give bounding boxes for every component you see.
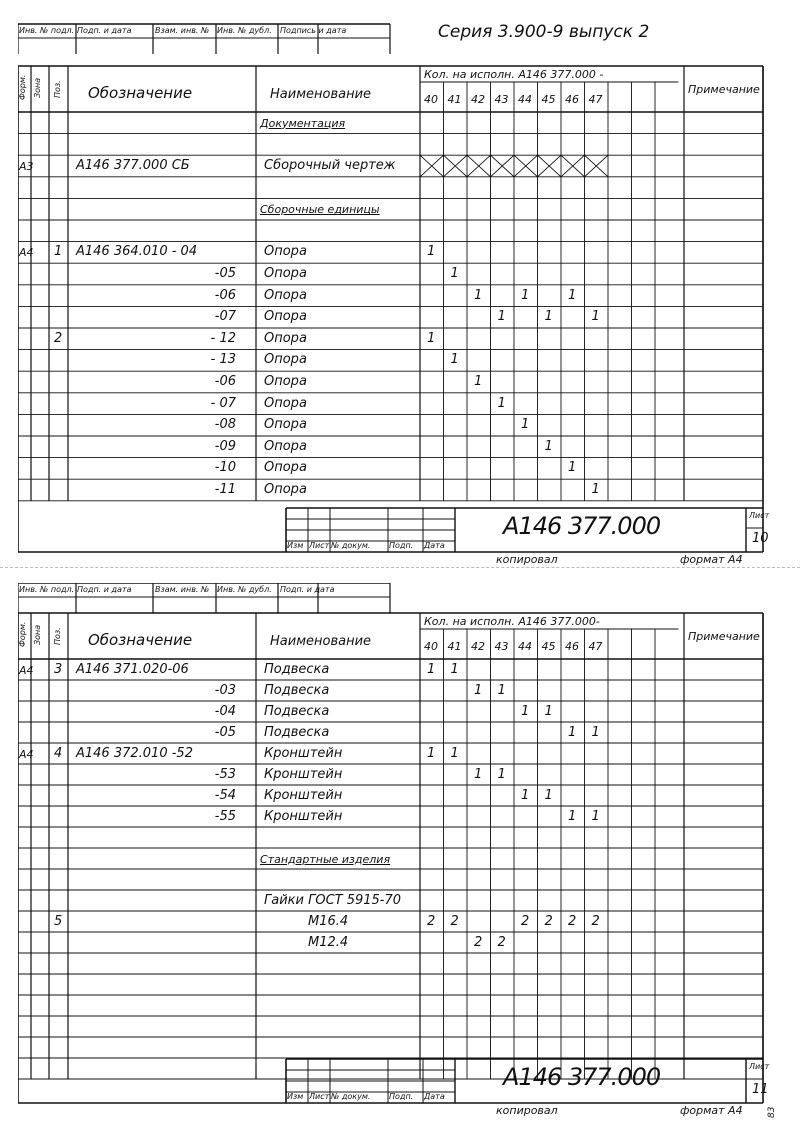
qty-cell: 1	[474, 374, 483, 389]
stamp-field-label: Инв. № дубл.	[217, 26, 272, 35]
qty-cell: 2	[450, 913, 459, 929]
row-designation: -53	[214, 766, 236, 782]
sheet-label: Лист	[749, 1062, 770, 1071]
stamp-field-label: Подп. и дата	[77, 585, 132, 594]
row-format: А4	[19, 663, 34, 677]
titleblock-col-label: Изм	[287, 1092, 304, 1101]
sheet-separator	[0, 567, 800, 568]
row-designation: -03	[214, 682, 236, 698]
qty-cell: 2	[591, 913, 600, 929]
variant-number: 43	[494, 93, 509, 106]
row-name: Подвеска	[264, 661, 330, 677]
qty-cell: 1	[591, 482, 600, 497]
qty-cell: 1	[450, 661, 459, 677]
row-name: М12.4	[308, 934, 349, 950]
row-name: Опора	[264, 374, 307, 389]
spec-sheet-10	[18, 22, 778, 566]
title-code: А146 377.000	[503, 1063, 661, 1091]
header-designation: Обозначение	[88, 631, 193, 649]
qty-cell: 1	[591, 808, 600, 824]
titleblock-col-label: № докум.	[331, 541, 371, 550]
qty-cell: 1	[544, 309, 553, 325]
header-format: Форм.	[18, 74, 27, 100]
row-position: 2	[54, 330, 63, 346]
qty-cell: 1	[474, 682, 483, 698]
variant-number: 44	[518, 93, 532, 106]
header-zone: Зона	[33, 624, 42, 645]
qty-cell: 1	[568, 808, 577, 824]
qty-cell: 1	[427, 745, 436, 761]
row-name: Опора	[264, 460, 307, 476]
qty-cell: 2	[497, 934, 506, 950]
qty-cell: 1	[544, 703, 553, 719]
qty-cell: 2	[568, 913, 577, 929]
variant-number: 41	[447, 93, 462, 106]
row-name: Документация	[260, 116, 346, 130]
qty-cell: 1	[544, 438, 553, 454]
qty-cell: 1	[497, 395, 506, 411]
copied-label: копировал	[496, 553, 558, 566]
row-designation: А146 377.000 СБ	[76, 158, 190, 173]
sheet-label: Лист	[749, 511, 770, 520]
row-name: Гайки ГОСТ 5915-70	[264, 892, 402, 908]
qty-cell: 1	[568, 724, 577, 740]
titleblock-col-label: № докум.	[331, 1092, 371, 1101]
stamp-field-label: Взам. инв. №	[155, 26, 210, 35]
row-name: Сборочные единицы	[260, 203, 380, 217]
qty-cell: 1	[521, 703, 530, 719]
titleblock-col-label: Дата	[424, 1092, 445, 1101]
qty-cell: 1	[427, 330, 436, 346]
row-name: Подвеска	[264, 724, 330, 740]
row-format: А4	[19, 246, 34, 260]
row-position: 4	[54, 745, 63, 761]
header-qty-title: Кол. на исполн. А146 377.000-	[424, 615, 600, 628]
stamp-field-label: Инв. № подл.	[19, 26, 75, 35]
row-designation: -04	[214, 703, 236, 719]
row-designation: - 13	[210, 352, 236, 368]
row-designation: -05	[214, 266, 236, 281]
row-name: Опора	[264, 309, 307, 325]
header-designation: Обозначение	[88, 84, 193, 102]
sheet-frame	[18, 22, 778, 562]
variant-number: 46	[565, 93, 579, 106]
row-position: 1	[54, 244, 63, 260]
row-name: Опора	[264, 482, 307, 497]
sheet-number: 11	[752, 1082, 769, 1097]
qty-cell: 1	[450, 745, 459, 761]
qty-cell: 1	[474, 287, 483, 303]
format-label: формат А4	[680, 1104, 743, 1117]
row-format: А3	[19, 160, 34, 173]
header-pos: Поз.	[53, 80, 62, 98]
header-name: Наименование	[270, 634, 372, 649]
row-position: 5	[54, 913, 63, 929]
stamp-field-label: Подпись и дата	[280, 26, 347, 35]
row-name: Опора	[264, 287, 307, 303]
row-designation: - 12	[210, 330, 236, 346]
qty-cell: 1	[497, 682, 506, 698]
row-name: Кронштейн	[264, 745, 343, 761]
stamp-field-label: Инв. № дубл.	[217, 585, 272, 594]
row-name: Кронштейн	[264, 787, 343, 803]
qty-cell: 1	[427, 244, 436, 260]
qty-cell: 2	[521, 913, 530, 929]
row-format: А4	[19, 747, 34, 761]
row-designation: -09	[214, 438, 236, 454]
header-name: Наименование	[270, 87, 372, 102]
row-designation: А146 372.010 -52	[76, 745, 193, 761]
header-zone: Зона	[33, 77, 42, 98]
copied-label: копировал	[496, 1104, 558, 1117]
variant-number: 42	[471, 640, 485, 653]
variant-number: 41	[447, 640, 462, 653]
variant-number: 46	[565, 640, 579, 653]
row-name: Подвеска	[264, 703, 330, 719]
row-name: М16.4	[308, 913, 349, 929]
row-designation: -10	[214, 460, 236, 476]
variant-number: 42	[471, 93, 485, 106]
row-name: Опора	[264, 438, 307, 454]
qty-cell: 1	[497, 309, 506, 325]
variant-number: 44	[518, 640, 532, 653]
qty-cell: 1	[497, 766, 506, 782]
row-designation: -07	[214, 309, 236, 325]
row-designation: -06	[214, 374, 236, 389]
row-name: Подвеска	[264, 682, 330, 698]
row-designation: - 07	[210, 395, 236, 411]
qty-cell: 2	[544, 913, 553, 929]
row-designation: -05	[214, 724, 236, 740]
qty-cell: 1	[450, 352, 459, 368]
spec-sheet-11	[18, 583, 778, 1118]
qty-cell: 2	[474, 934, 483, 950]
row-name: Опора	[264, 330, 307, 346]
row-name: Стандартные изделия	[260, 852, 391, 866]
header-qty-title: Кол. на исполн. А146 377.000 -	[424, 68, 604, 81]
header-pos: Поз.	[53, 627, 62, 645]
row-designation: -11	[214, 482, 236, 497]
qty-cell: 1	[568, 287, 577, 303]
qty-cell: 1	[591, 724, 600, 740]
row-designation: -55	[214, 808, 236, 824]
sheet-number: 10	[752, 531, 769, 546]
titleblock-col-label: Дата	[424, 541, 445, 550]
qty-cell: 1	[521, 417, 530, 433]
row-name: Кронштейн	[264, 808, 343, 824]
variant-number: 40	[424, 93, 438, 106]
row-position: 3	[54, 661, 63, 677]
qty-cell: 2	[427, 913, 436, 929]
row-designation: -06	[214, 287, 236, 303]
stamp-field-label: Взам. инв. №	[155, 585, 210, 594]
row-name: Кронштейн	[264, 766, 343, 782]
variant-number: 45	[541, 93, 556, 106]
stamp-field-label: Инв. № подл.	[19, 585, 75, 594]
header-note: Примечание	[688, 630, 760, 643]
row-name: Опора	[264, 244, 307, 260]
titleblock-col-label: Лист	[309, 1092, 330, 1101]
row-name: Опора	[264, 395, 307, 411]
qty-cell: 1	[568, 460, 577, 476]
stamp-field-label: Подп. и дата	[77, 26, 132, 35]
series-header: Серия 3.900-9 выпуск 2	[438, 22, 650, 42]
titleblock-col-label: Лист	[309, 541, 330, 550]
stamp-field-label: Подп. и дата	[280, 585, 335, 594]
row-name: Опора	[264, 266, 307, 281]
variant-number: 47	[588, 640, 603, 653]
qty-cell: 1	[521, 287, 530, 303]
titleblock-col-label: Подп.	[389, 1092, 414, 1101]
qty-cell: 1	[474, 766, 483, 782]
header-note: Примечание	[688, 83, 760, 96]
row-designation: А146 371.020-06	[76, 661, 189, 677]
header-format: Форм.	[18, 621, 27, 647]
qty-cell: 1	[427, 661, 436, 677]
row-name: Опора	[264, 352, 307, 368]
corner-mark: 83	[767, 1106, 777, 1118]
qty-cell: 1	[450, 266, 459, 281]
format-label: формат А4	[680, 553, 743, 566]
titleblock-col-label: Изм	[287, 541, 304, 550]
variant-number: 40	[424, 640, 438, 653]
row-designation: -54	[214, 787, 236, 803]
qty-cell: 1	[544, 787, 553, 803]
variant-number: 47	[588, 93, 603, 106]
row-name: Сборочный чертеж	[264, 158, 396, 173]
qty-cell: 1	[591, 309, 600, 325]
row-name: Опора	[264, 417, 307, 433]
variant-number: 45	[541, 640, 556, 653]
title-code: А146 377.000	[503, 512, 661, 540]
variant-number: 43	[494, 640, 509, 653]
qty-cell: 1	[521, 787, 530, 803]
row-designation: А146 364.010 - 04	[76, 244, 198, 260]
row-designation: -08	[214, 417, 236, 433]
titleblock-col-label: Подп.	[389, 541, 414, 550]
